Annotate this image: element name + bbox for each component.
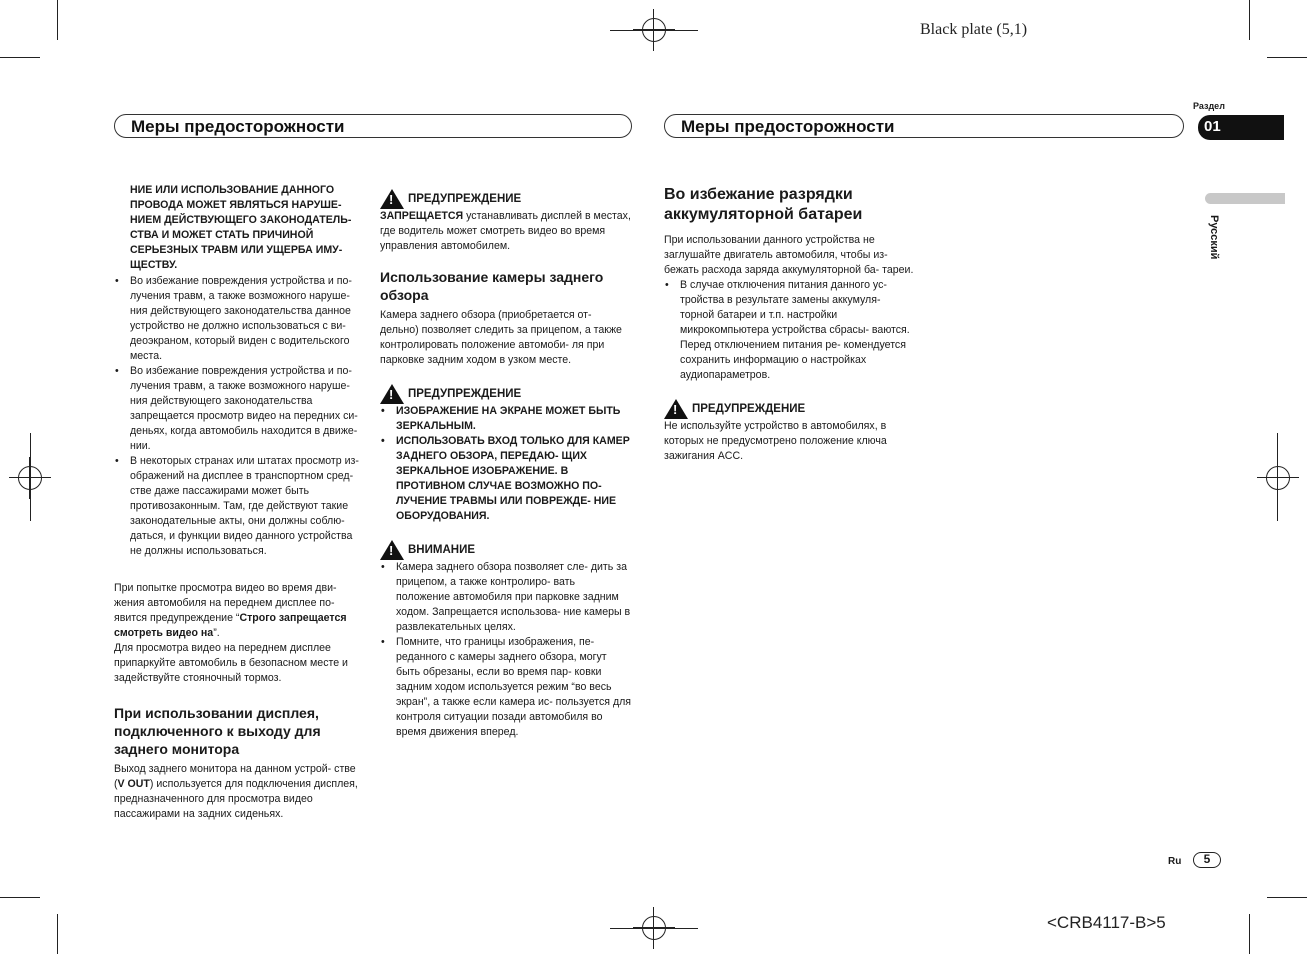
registration-mark (642, 916, 666, 940)
warning-text: Не используйте устройство в автомобилях, в которых не предусмотрено положение ключа зажигания ACC. (664, 420, 887, 462)
left-header-title: Меры предосторожности (131, 117, 345, 136)
text-run: ) используется для подключения дисплея, предназначенного для просмотра видео пассажирами на задних сиденьях. (114, 778, 358, 820)
language-bar (1205, 193, 1285, 204)
crop-mark (0, 897, 40, 898)
crop-mark (57, 914, 58, 954)
page-number: 5 (1193, 852, 1221, 868)
warning-title (380, 384, 632, 404)
text-run: Выход заднего монитора на данном устрой- стве ( (114, 763, 356, 790)
crop-mark (1267, 897, 1307, 898)
list-item: • Во избежание повреждения устройства и по- лучения травм, а также возможного наруше- ния действующего законодательства данное устройство не должно использоваться с ви- деоэкраном, который виден с водительского места. (114, 274, 366, 364)
caps-warning-continuation: НИЕ ИЛИ ИСПОЛЬЗОВАНИЕ ДАННОГО ПРОВОДА МОЖЕТ ЯВЛЯТЬСЯ НАРУШЕ- НИЕМ ДЕЙСТВУЮЩЕГО ЗАКОНОДАТЕЛЬ- СТВА И МОЖЕТ СТАТЬ ПРИЧИНОЙ СЕРЬЕЗНЫХ ТРАВМ ИЛИ УЩЕРБА ИМУ- ЩЕСТВУ. (130, 184, 352, 271)
language-label: Русский (1208, 215, 1220, 260)
column-3 (664, 185, 916, 464)
registration-mark (642, 18, 666, 42)
warning-title (664, 399, 916, 419)
text-run: При попытке просмотра видео во время дви- жения автомобиля на переднем дисплее по- явится предупреждение “ (114, 582, 337, 624)
crop-mark (1267, 57, 1307, 58)
warning-icon (664, 399, 688, 419)
list-item: • В некоторых странах или штатах просмотр из- ображений на дисплее в транспортном сред- стве даже пассажирами может быть противозаконным. Там, где действуют такие законодательные акты, они должны соблю- даться, и функции видео данного устройства не должны использоваться. (114, 454, 366, 559)
text-run: устанавливать дисплей в местах, где водитель может смотреть видео во время управления автомобилем. (380, 210, 631, 252)
list-item: • Помните, что границы изображения, пе- реданного с камеры заднего обзора, могут быть обрезаны, если во время пар- ковки задним ходом используется режим “во весь экран”, а также если камера ис- пользуется для контроля ситуации позади автомобиля во время движения вперед. (380, 635, 632, 740)
warning-icon (380, 384, 404, 404)
section-number: 01 (1204, 118, 1221, 135)
plate-label: Black plate (5,1) (920, 21, 1028, 38)
section-heading: Использование камеры заднего обзора (380, 269, 604, 303)
crop-mark (1249, 0, 1250, 40)
parking-paragraph: Для просмотра видео на переднем дисплее припаркуйте автомобиль в безопасном месте и задействуйте стояночный тормоз. (114, 642, 348, 684)
registration-mark (1266, 466, 1290, 490)
list-item: • Камера заднего обзора позволяет сле- дить за прицепом, а также контролиро- вать положение автомобиля при парковке задним ходом. Запрещается использова- ние камеры в развлекательных целях. (380, 560, 632, 635)
warning-title (380, 189, 632, 209)
warning-text (380, 209, 632, 254)
warning-icon (380, 540, 404, 560)
warning-label: ПРЕДУПРЕЖДЕНИЕ (408, 192, 522, 205)
warning-icon (380, 189, 404, 209)
section-heading: Во избежание разрядки аккумуляторной батареи (664, 186, 863, 223)
registration-mark (18, 466, 42, 490)
crop-mark (1249, 914, 1250, 954)
column-1 (114, 183, 366, 822)
bold-text: Строго запрещается смотреть видео на (114, 612, 347, 639)
caution-title (380, 540, 632, 560)
right-page-header (664, 114, 1184, 138)
section-number-tab (1198, 115, 1284, 140)
list-item: • ИЗОБРАЖЕНИЕ НА ЭКРАНЕ МОЖЕТ БЫТЬ ЗЕРКАЛЬНЫМ. (380, 404, 632, 434)
crop-mark (0, 57, 40, 58)
section-label: Раздел (1193, 101, 1225, 111)
video-warning-paragraph (114, 581, 366, 641)
list-item: • ИСПОЛЬЗОВАТЬ ВХОД ТОЛЬКО ДЛЯ КАМЕР ЗАДНЕГО ОБЗОРА, ПЕРЕДАЮ- ЩИХ ЗЕРКАЛЬНОЕ ИЗОБРАЖЕНИЕ. В ПРОТИВНОМ СЛУЧАЕ ВОЗМОЖНО ПО- ЛУЧЕНИЕ ТРАВМЫ ИЛИ ПОВРЕЖДЕ- НИЕ ОБОРУДОВАНИЯ. (380, 434, 632, 524)
battery-paragraph: При использовании данного устройства не заглушайте двигатель автомобиля, чтобы из- бежать расхода заряда аккумуляторной ба- тареи. (664, 234, 914, 276)
crop-mark (57, 0, 58, 40)
text-run: ”. (213, 627, 220, 639)
column-2 (380, 189, 632, 740)
bold-text: V OUT (117, 778, 150, 790)
list-item: • Во избежание повреждения устройства и по- лучения травм, а также возможного наруше- ния действующего законодательства запрещается просмотр видео на передних си- деньях, когда автомобиль находится в движе- нии. (114, 364, 366, 454)
document-code: <CRB4117-B>5 (1047, 913, 1166, 932)
rear-camera-paragraph: Камера заднего обзора (приобретается от- дельно) позволяет следить за прицепом, а также контролировать положение автомоби- ля при парковке задним ходом в узком месте. (380, 309, 622, 366)
warning-label: ПРЕДУПРЕЖДЕНИЕ (692, 402, 806, 415)
bold-text: ЗАПРЕЩАЕТСЯ (380, 210, 464, 222)
list-item: • В случае отключения питания данного ус- тройства в результате замены аккумуля- торной батареи и т.п. настройки микрокомпьютера устройства сбрасы- ваются. Перед отключением питания ре- комендуется сохранить информацию о настройках аудиопараметров. (664, 278, 916, 383)
warning-label: ПРЕДУПРЕЖДЕНИЕ (408, 387, 522, 400)
rear-monitor-paragraph (114, 762, 366, 822)
section-heading: При использовании дисплея, подключенного к выходу для заднего монитора (114, 705, 321, 757)
language-code: Ru (1168, 856, 1182, 867)
caution-label: ВНИМАНИЕ (408, 543, 476, 556)
right-header-title: Меры предосторожности (681, 117, 895, 136)
left-page-header (114, 114, 632, 138)
